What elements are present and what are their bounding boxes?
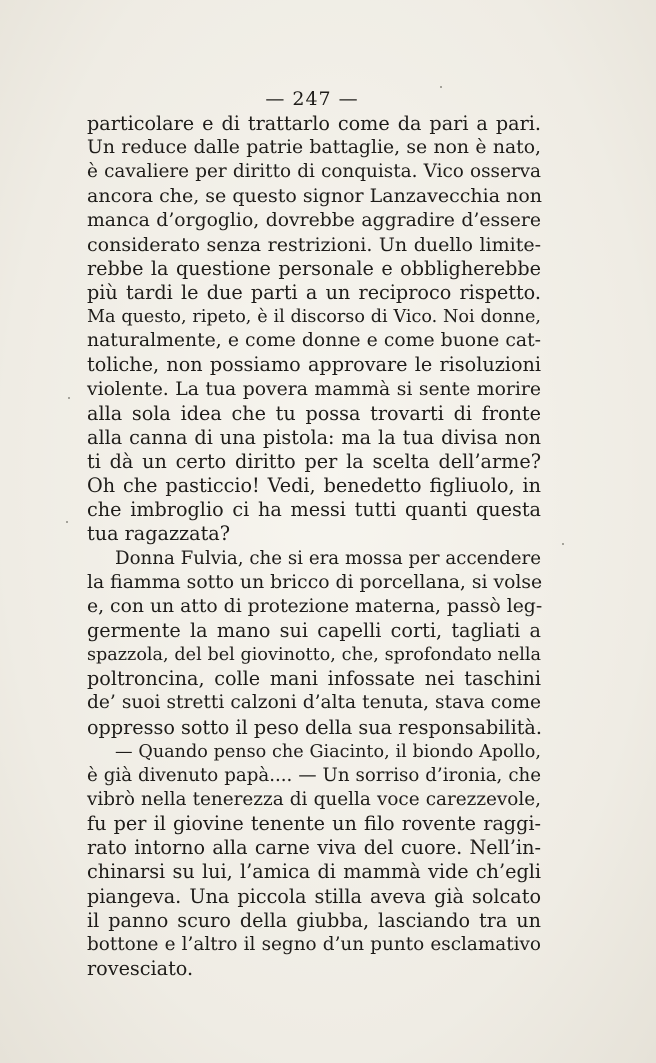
text-line: è già divenuto papà.... — Un sorriso d’ironia, che xyxy=(87,764,541,786)
text-line: più tardi le due parti a un reciproco rispetto. xyxy=(87,280,541,304)
text-line: Donna Fulvia, che si era mossa per accendere xyxy=(115,547,541,569)
text-line: rovesciato. xyxy=(87,956,194,980)
text-line: ancora che, se questo signor Lanzavecchia non xyxy=(87,185,542,208)
text-line: chinarsi su lui, l’amica di mammà vide ch’egli xyxy=(87,860,541,884)
text-line: alla sola idea che tu possa trovarti di fronte xyxy=(87,401,541,425)
text-line: il panno scuro della giubba, lasciando tra un xyxy=(87,908,541,932)
paper-speck xyxy=(68,397,70,399)
text-line: spazzola, del bel giovinotto, che, sprofondato nella xyxy=(87,645,541,666)
body-text xyxy=(87,112,541,981)
text-line: bottone e l’altro il segno d’un punto esclamativo xyxy=(87,933,541,955)
text-line: de’ suoi stretti calzoni d’alta tenuta, stava come xyxy=(87,692,541,714)
text-line: tua ragazzata? xyxy=(87,522,231,546)
text-line: particolare e di trattarlo come da pari a pari. xyxy=(87,112,541,135)
text-line: rebbe la questione personale e obbligherebbe xyxy=(87,256,541,280)
text-line: toliche, non possiamo approvare le risoluzioni xyxy=(87,353,541,377)
text-line: ti dà un certo diritto per la scelta dell’arme? xyxy=(87,449,541,473)
text-line: piangeva. Una piccola stilla aveva già solcato xyxy=(87,884,541,908)
text-line: considerato senza restrizioni. Un duello limite- xyxy=(87,233,541,256)
paper-speck xyxy=(440,86,442,88)
text-line: — Quando penso che Giacinto, il biondo Apollo, xyxy=(115,741,541,762)
text-line: Ma questo, ripeto, è il discorso di Vico. Noi donne, xyxy=(87,307,541,328)
paper-speck xyxy=(562,543,564,545)
text-line: è cavaliere per diritto di conquista. Vico osserva xyxy=(87,161,541,183)
page-number: — 247 — xyxy=(265,88,359,110)
text-line: Un reduce dalle patrie battaglie, se non è nato, xyxy=(87,137,541,159)
text-line: poltroncina, colle mani infossate nei taschini xyxy=(87,667,541,691)
text-line: violente. La tua povera mammà si sente morire xyxy=(87,378,541,400)
text-line: vibrò nella tenerezza di quella voce carezzevole, xyxy=(87,788,541,810)
text-line: fu per il giovine tenente un filo rovente raggi- xyxy=(87,812,541,836)
paper-speck xyxy=(66,521,68,523)
text-line: che imbroglio ci ha messi tutti quanti questa xyxy=(87,498,541,522)
text-line: manca d’orgoglio, dovrebbe aggradire d’essere xyxy=(87,209,541,231)
text-line: Oh che pasticcio! Vedi, benedetto figliuolo, in xyxy=(87,474,541,498)
text-line: alla canna di una pistola: ma la tua divisa non xyxy=(87,425,541,449)
text-line: e, con un atto di protezione materna, passò leg- xyxy=(87,595,543,617)
text-line: germente la mano sui capelli corti, tagliati a xyxy=(87,618,541,642)
text-line: naturalmente, e come donne e come buone cat- xyxy=(87,330,541,352)
text-line: oppresso sotto il peso della sua responsabilità. xyxy=(87,715,542,739)
text-line: la fiamma sotto un bricco di porcellana, si volse xyxy=(87,571,543,593)
text-line: rato intorno alla carne viva del cuore. Nell’in- xyxy=(87,836,541,860)
